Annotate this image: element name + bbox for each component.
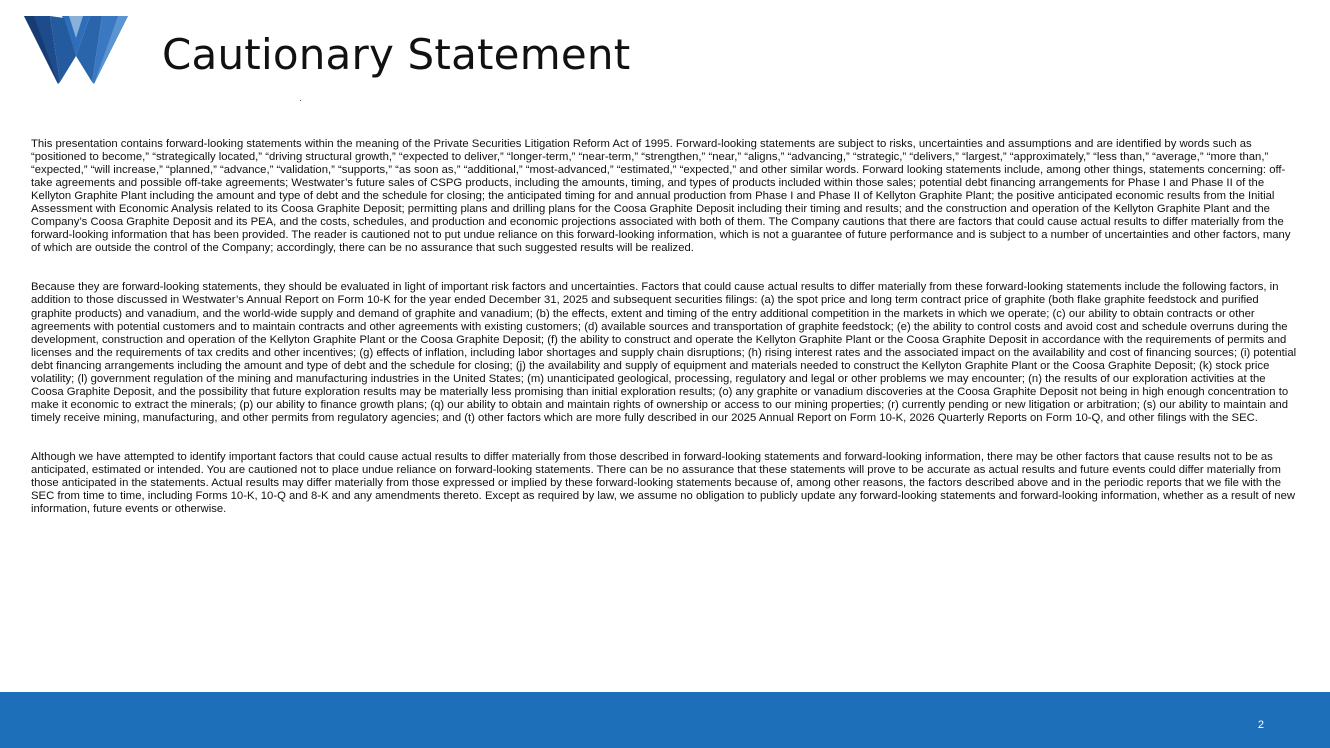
page-number: 2 — [1257, 719, 1264, 731]
paragraph-no-assurance: Although we have attempted to identify important factors that could cause actual results to differ materially from those described in forward-looking statements and forward-looking information, there may be other factors that cause results not to be as anticipated, estimated or intended. You are cautioned not to place undue reliance on forward-looking statements. There can be no assurance that these statements will prove to be accurate as actual results and future events could differ materially from those anticipated in the statements. Actual results may differ materially from those expressed or implied by these forward-looking statements because of, among other reasons, the factors described above and in the periodic reports that we file with the SEC from time to time, including Forms 10-K, 10-Q and 8-K and any amendments thereto. Except as required by law, we assume no obligation to publicly update any forward-looking statements and forward-looking information, whether as a result of new information, future events or otherwise. — [31, 450, 1296, 516]
paragraph-forward-looking: This presentation contains forward-looking statements within the meaning of the Private Securities Litigation Reform Act of 1995. Forward-looking statements are subject to risks, uncertainties and assumptions and are identified by words such as “positioned to become,” “strategically located,” “driving structural growth,” “expected to deliver,” “longer-term,” “near-term,” “strengthen,” “near,” “aligns,” “advancing,” “strategic,” “delivers,” “largest,” “approximately,” “less than,” “average,” “more than,” “expected,” “will increase,” “planned,” “advance,” “validation,” “supports,” “as soon as,” “additional,” “most-advanced,” “estimated,” “expected,” and other similar words. Forward looking statements include, among other things, statements concerning: off-take agreements and possible off-take agreements; Westwater’s future sales of CSPG products, including the amounts, timing, and types of products included within those sales; potential debt financing arrangements for Phase I and Phase II of the Kellyton Graphite Plant including the amount and type of debt and the schedule for closing; the anticipated timing for and annual production from Phase I and Phase II of Kellyton Graphite Plant; the positive anticipated economic results from the Initial Assessment with Economic Analysis related to its Coosa Graphite Deposit; permitting plans and drilling plans for the Coosa Graphite Deposit including their timing and results; and the construction and operation of the Kellyton Graphite Plant and the Company’s Coosa Graphite Deposit and its PEA, and the costs, schedules, and production and economic projections associated with both of them. The Company cautions that there are factors that could cause actual results to differ materially from the forward-looking information that has been provided. The reader is cautioned not to put undue reliance on this forward-looking information, which is not a guarantee of future performance and is subject to a number of uncertainties and other factors, many of which are outside the control of the Company; accordingly, there can be no assurance that such suggested results will be realized. — [31, 138, 1291, 255]
paragraph-risk-factors: Because they are forward-looking statements, they should be evaluated in light of important risk factors and uncertainties. Factors that could cause actual results to differ materially from these forward-looking statements include the following factors, in addition to those discussed in Westwater’s Annual Report on Form 10-K for the year ended December 31, 2025 and subsequent securities filings: (a) the spot price and long term contract price of graphite (both flake graphite feedstock and purified graphite products) and vanadium, and the world-wide supply and demand of graphite and vanadium; (b) the effects, extent and timing of the entry additional competition in the markets in which we operate; (c) our ability to obtain contracts or other agreements with potential customers and to maintain contracts and other agreements with existing customers; (d) available sources and transportation of graphite feedstock; (e) the ability to control costs and avoid cost and schedule overruns during the development, construction and operation of the Kellyton Graphite Plant or the Coosa Graphite Deposit; (f) the ability to construct and operate the Kellyton Graphite Plant or the Coosa Graphite Deposit in accordance with the requirements of permits and licenses and the requirements of tax credits and other incentives; (g) effects of inflation, including labor shortages and supply chain disruptions; (h) rising interest rates and the associated impact on the availability and cost of financing sources; (i) potential debt financing arrangements including the amount and type of debt and the schedule for closing; (j) the availability and supply of equipment and materials needed to construct the Kellyton Graphite Plant or the Coosa Graphite Deposit; (k) stock price volatility; (l) government regulation of the mining and manufacturing industries in the United States; (m) unanticipated geological, processing, regulatory and legal or other problems we may encounter; (n) the results of our exploration activities at the Coosa Graphite Deposit, and the possibility that future exploration results may be materially less promising than initial exploration results; (o) any graphite or vanadium discoveries at the Coosa Graphite Deposit not being in high enough concentration to make it economic to extract the minerals; (p) our ability to finance growth plans; (q) our ability to obtain and maintain rights of ownership or access to our mining properties; (r) currently pending or new litigation or arbitration; (s) our ability to maintain and timely receive mining, manufacturing, and other permits from regulatory agencies; and (t) other factors which are more fully described in our 2025 Annual Report on Form 10-K, 2026 Quarterly Reports on Form 10-Q, and other filings with the SEC. — [31, 281, 1297, 424]
company-w-logo-icon — [24, 16, 128, 84]
footer-bar — [0, 692, 1330, 748]
stray-dot — [300, 100, 301, 101]
cautionary-text-body — [31, 138, 1298, 516]
page-title: Cautionary Statement — [162, 30, 631, 79]
